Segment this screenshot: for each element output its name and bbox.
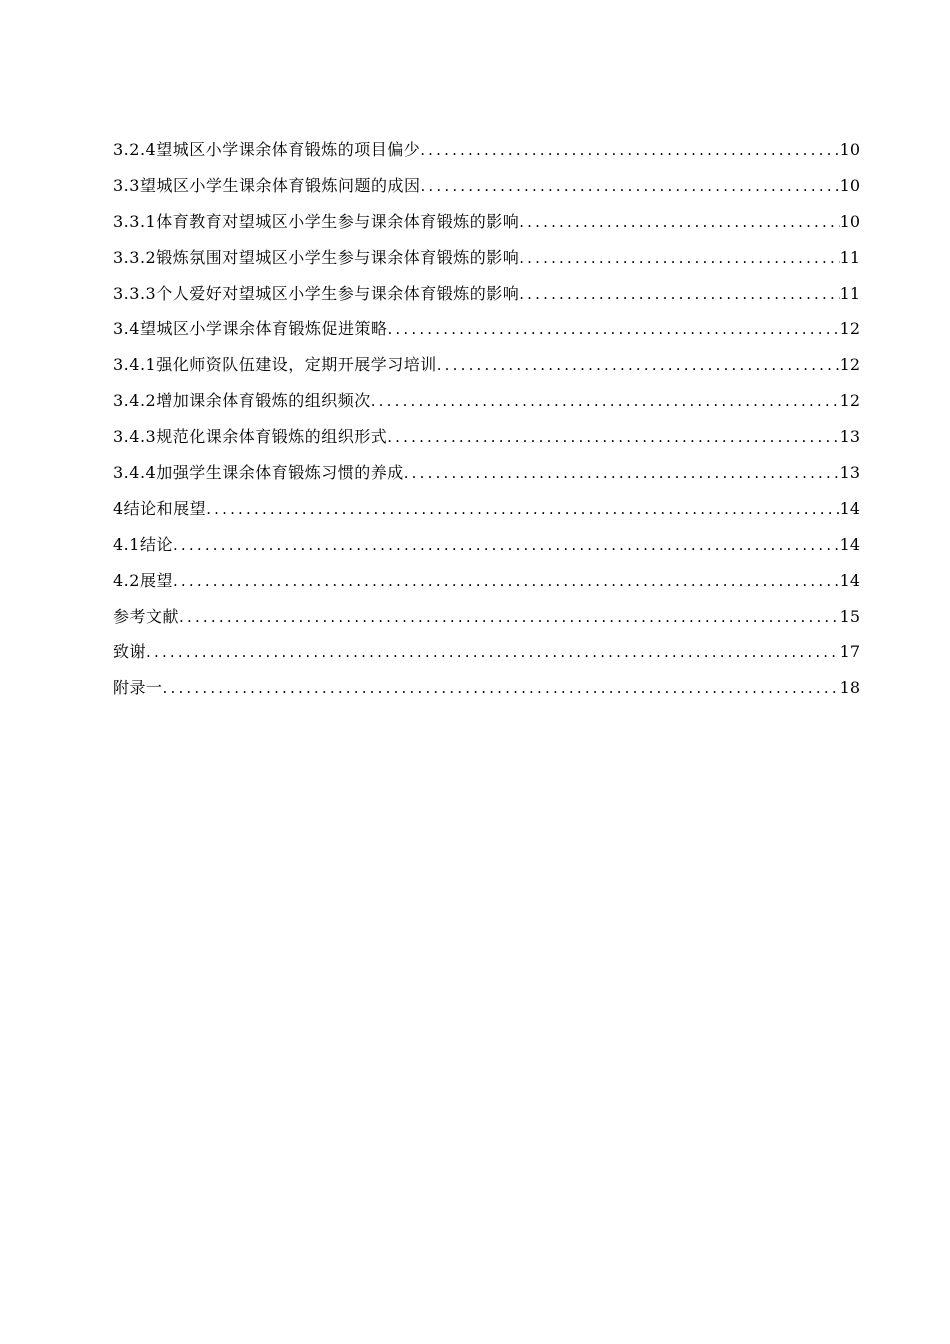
toc-entry-page: 13 xyxy=(839,463,860,483)
toc-dot-leader xyxy=(173,564,840,600)
toc-dot-leader xyxy=(420,133,839,169)
toc-entry-title: 3.3.1体育教育对望城区小学生参与课余体育锻炼的影响 xyxy=(113,211,520,231)
toc-entry[interactable] xyxy=(113,455,860,491)
toc-entry-title: 附录一 xyxy=(113,678,163,698)
toc-dot-leader xyxy=(371,384,840,420)
toc-entry[interactable] xyxy=(113,634,860,670)
toc-entry[interactable] xyxy=(113,419,860,455)
toc-entry-page: 10 xyxy=(839,211,860,231)
toc-entry-title: 致谢 xyxy=(113,642,147,662)
toc-entry[interactable] xyxy=(113,276,860,312)
toc-entry[interactable] xyxy=(113,311,860,347)
toc-entry[interactable] xyxy=(113,491,860,527)
toc-dot-leader xyxy=(179,600,840,636)
toc-entry[interactable] xyxy=(113,599,860,635)
toc-dot-leader xyxy=(163,671,840,707)
toc-entry-page: 12 xyxy=(839,319,860,339)
toc-entry-page: 14 xyxy=(839,498,860,518)
toc-entry-title: 3.2.4望城区小学课余体育锻炼的项目偏少 xyxy=(113,140,421,159)
toc-dot-leader xyxy=(437,348,840,384)
toc-entry-title: 3.3望城区小学生课余体育锻炼问题的成因 xyxy=(113,175,421,195)
toc-entry-page: 10 xyxy=(839,175,860,195)
toc-dot-leader xyxy=(173,528,840,564)
toc-dot-leader xyxy=(519,241,839,277)
table-of-contents xyxy=(113,132,860,706)
toc-entry[interactable] xyxy=(113,383,860,419)
toc-entry-title: 3.4.4加强学生课余体育锻炼习惯的养成 xyxy=(113,463,404,483)
toc-dot-leader xyxy=(146,635,840,671)
toc-entry-page: 18 xyxy=(839,678,860,698)
toc-entry[interactable] xyxy=(113,168,860,204)
toc-entry[interactable] xyxy=(113,670,860,706)
toc-entry-page: 10 xyxy=(839,140,860,159)
toc-entry[interactable] xyxy=(113,240,860,276)
toc-entry-title: 3.4.3规范化课余体育锻炼的组织形式 xyxy=(113,427,388,447)
toc-entry-page: 15 xyxy=(839,606,860,626)
toc-dot-leader xyxy=(387,420,839,456)
toc-entry[interactable] xyxy=(113,527,860,563)
toc-entry-title: 4结论和展望 xyxy=(113,498,207,518)
toc-dot-leader xyxy=(206,492,839,528)
toc-entry-title: 参考文献 xyxy=(113,606,180,626)
toc-entry-title: 3.4.2增加课余体育锻炼的组织频次 xyxy=(113,391,371,411)
toc-entry-title: 3.4望城区小学课余体育锻炼促进策略 xyxy=(113,319,388,339)
toc-entry[interactable] xyxy=(113,204,860,240)
toc-entry-title: 3.4.1强化师资队伍建设，定期开展学习培训 xyxy=(113,355,437,375)
toc-entry-page: 11 xyxy=(839,247,860,267)
toc-entry[interactable] xyxy=(113,563,860,599)
toc-entry-page: 12 xyxy=(839,355,860,375)
toc-dot-leader xyxy=(420,169,839,205)
toc-dot-leader xyxy=(404,456,840,492)
toc-entry-page: 13 xyxy=(839,427,860,447)
toc-entry-page: 11 xyxy=(839,283,860,303)
toc-entry-page: 14 xyxy=(839,570,860,590)
toc-entry[interactable] xyxy=(113,132,860,168)
toc-entry-page: 14 xyxy=(839,534,860,554)
toc-entry-title: 3.3.3个人爱好对望城区小学生参与课余体育锻炼的影响 xyxy=(113,283,520,303)
toc-dot-leader xyxy=(519,277,839,313)
toc-entry[interactable] xyxy=(113,347,860,383)
toc-entry-title: 3.3.2锻炼氛围对望城区小学生参与课余体育锻炼的影响 xyxy=(113,247,520,267)
toc-entry-page: 12 xyxy=(839,391,860,411)
toc-entry-page: 17 xyxy=(839,642,860,662)
toc-dot-leader xyxy=(387,312,839,348)
toc-entry-title: 4.2展望 xyxy=(113,570,173,590)
toc-dot-leader xyxy=(519,205,839,241)
toc-entry-title: 4.1结论 xyxy=(113,534,173,554)
